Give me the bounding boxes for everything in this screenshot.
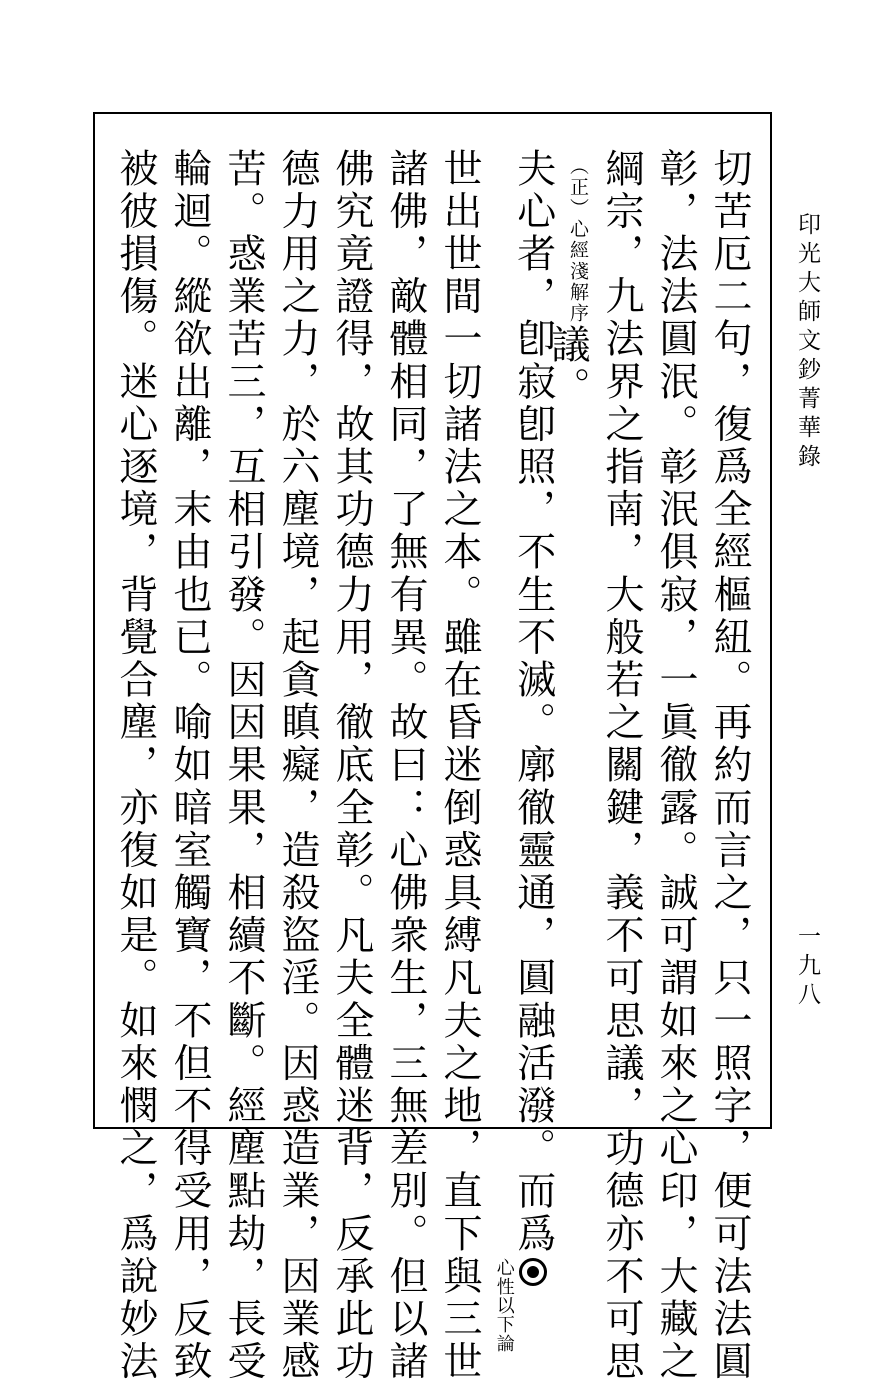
page-number: 一九八 — [794, 924, 820, 1011]
section-title: （正）心經淺解序 — [567, 156, 589, 324]
note-line-2: 心性 — [493, 1257, 515, 1296]
text-column-6: 世出世間一切諸法之本。雖在昏迷倒惑具縛凡夫之地，直下與三世 — [437, 148, 482, 1383]
column-4-text: 議。 — [545, 324, 590, 410]
text-column-7: 諸佛，敵體相同，了無有異。故曰：心佛衆生，三無差別。但以諸 — [383, 148, 428, 1383]
section-note — [494, 1258, 514, 1353]
text-column-2: 彰，法法圓泯。彰泯俱寂，一眞徹露。誠可謂如來之心印，大藏之 — [653, 148, 698, 1383]
running-header: 印光大師文鈔菁華錄 — [794, 212, 820, 473]
note-line-1: 以下論 — [493, 1295, 515, 1353]
text-column-10: 苦。惑業苦三，互相引發。因因果果，相續不斷。經塵點劫，長受 — [221, 148, 266, 1383]
text-column-8: 佛究竟證得，故其功德力用，徹底全彰。凡夫全體迷背，反承此功 — [329, 148, 374, 1383]
text-column-12: 被彼損傷。迷心逐境，背覺合塵，亦復如是。如來憫之，爲說妙法 — [113, 148, 158, 1383]
section-marker-icon — [519, 1258, 547, 1286]
text-column-5 — [493, 148, 556, 1353]
column-5-text: 夫心者，卽寂卽照，不生不滅。廓徹靈通，圓融活潑。而爲 — [510, 148, 556, 1256]
text-column-1: 切苦厄二句，復爲全經樞紐。再約而言之，只一照字，便可法法圓 — [707, 148, 752, 1383]
text-column-9: 德力用之力，於六塵境，起貪瞋癡，造殺盜淫。因惑造業，因業感 — [275, 148, 320, 1383]
text-column-3: 綱宗，九法界之指南，大般若之關鍵，義不可思議，功德亦不可思 — [599, 148, 644, 1383]
text-column-11: 輪迴。縱欲出離，末由也已。喻如暗室觸寶，不但不得受用，反致 — [167, 148, 212, 1383]
